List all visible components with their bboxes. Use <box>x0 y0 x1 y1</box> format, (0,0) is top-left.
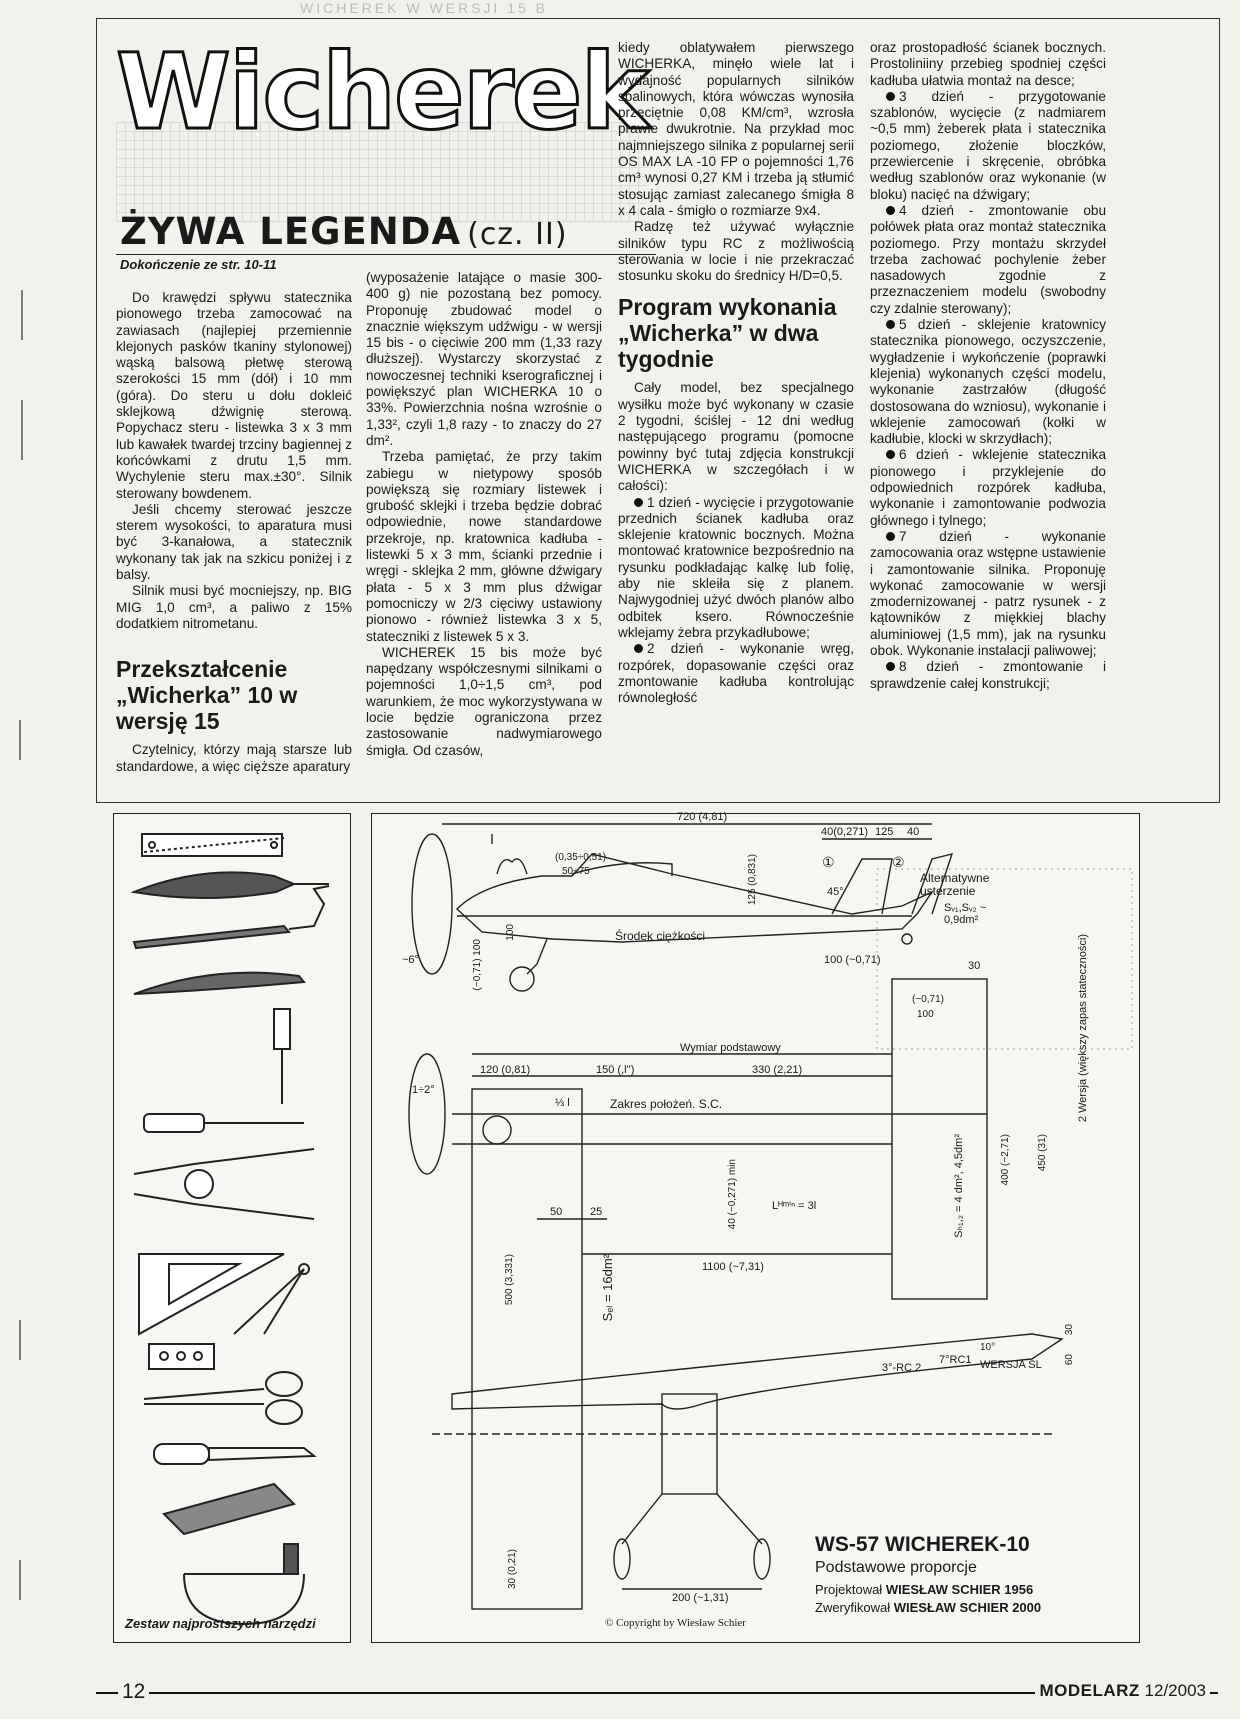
dim-label: 125 (0,831) <box>747 854 758 906</box>
verifier-label: Zweryfikował <box>815 1600 891 1615</box>
file-icon <box>134 973 304 994</box>
knife-icon <box>154 1444 314 1464</box>
col3-bullet-item <box>618 495 854 642</box>
dim-label: (0,35÷0,51) <box>555 852 607 863</box>
dim-label: 60 <box>1064 1354 1075 1366</box>
tools-illustration <box>113 813 351 1643</box>
dim-label: 1100 (~7,31) <box>702 1261 764 1273</box>
dim-label: 25 <box>590 1206 603 1218</box>
designer-name: WIESŁAW SCHIER 1956 <box>885 1582 1034 1597</box>
continuation-note: Dokończenie ze str. 10-11 <box>120 257 277 272</box>
dim-label: 500 (3,331) <box>504 1254 515 1306</box>
col1-paragraph: Silnik musi być mocniejszy, np. BIG MIG 1,0 cm³, a paliwo z 15% dodatkiem nitrometanu. <box>116 583 352 631</box>
col2-paragraph: (wyposażenie latające o masie 300-400 g) nie pozostaną bez pomocy. Proponuję zbudować model o znacznie większym udźwigu - w wersji 15 bis - o cięciwie 200 mm (1,33 razy dłuższej). Wystarczy skorzystać z nowoczesnej techniki kserograficznej i powiększyć plan WICHERKA 10 o 33%. Powierzchnia nośna wzrośnie o 1,33², czyli 1,8 razy - to znaczy do 27 dm². <box>366 270 602 448</box>
col3-heading: Program wykonania „Wicherka” w dwa tygodnie <box>618 294 837 373</box>
col4-paragraph: oraz prostopadłość ścianek bocznych. Prostoliniiny przebieg spodniej części kadłuba ułatwia montaż na desce; <box>870 40 1106 88</box>
bullet-icon <box>886 450 895 459</box>
binding-marks <box>0 0 30 1719</box>
tail-area-label: Sₕ₁,₂ = 4 dm², 4,5dm² <box>953 1134 965 1238</box>
column-4 <box>870 40 1106 692</box>
col2-paragraph: Trzeba pamiętać, że przy takim zabiegu w nietypowy sposób powiększą się rozmiary listewek i grubość sklejki i trzeba będzie dobrać odpowiednie, nowe standardowe przekroje, np. kratownica kadłuba - listewki 5 x 3 mm, ścianki przednie i wręgi - sklejka 2 mm, główne dźwigary płata - 5 x 3 mm plus dźwigar pomocniczy w 2/3 cięciwy ustawiony pionowo - również listewka 3 x 5, stateczniki z listewek 5 x 3. <box>366 449 602 644</box>
side-view-fuselage <box>412 834 932 991</box>
cg-label: Środek ciężkości <box>615 929 706 943</box>
title-rule <box>116 254 656 255</box>
bullet-icon <box>886 92 895 101</box>
col4-bullet-item <box>870 317 1106 447</box>
designer-row <box>815 1581 1125 1599</box>
dim-label: (~0,71) 100 <box>472 939 483 991</box>
dim-label: 100 <box>917 1009 934 1020</box>
dim-overall: 720 (4,81) <box>677 811 728 823</box>
dim-label: ~6° <box>402 954 419 966</box>
version2-label: 2 Wersja (większy zapas stateczności) <box>1077 934 1089 1123</box>
col3-bullet-text: 2 dzień - wykonanie wręg, rozpórek, dopasowanie części oraz zmontowanie kadłuba kontrolując równoległość <box>618 641 854 706</box>
dim-label: 3°-RC 2 <box>882 1362 922 1374</box>
dim-label: 120 (0,81) <box>480 1064 531 1076</box>
dim-label: 50 <box>550 1206 563 1218</box>
col4-bullet-item <box>870 529 1106 659</box>
dim-label: 40 <box>907 826 920 838</box>
coping-saw-icon <box>184 1544 304 1624</box>
dim-label: 400 (~2,71) <box>1000 1134 1011 1186</box>
screwdriver-icon <box>144 1114 304 1132</box>
dim-label: 450 (31) <box>1037 1134 1048 1172</box>
dim-label: 45° <box>827 886 844 898</box>
article-title: Wicherek <box>116 31 648 153</box>
cg-range-label: Zakres położeń. S.C. <box>610 1097 723 1111</box>
dim-label: (~0,71) <box>912 994 944 1005</box>
magazine-issue: 12/2003 <box>1144 1681 1206 1700</box>
col3-bullet-item <box>618 641 854 706</box>
dim-label: Wymiar podstawowy <box>680 1042 781 1054</box>
bullet-icon <box>634 644 643 653</box>
col1-paragraph: Do krawędzi spływu statecznika pionowego trzeba zamocować na zawiasach (najlepiej przemiennie klejonych pasków tkaniny stylonowej) wąską balsową płetwę sterową szerokości 15 mm (dół) i 10 mm (góra). Do steru u dołu dokleić sklejkową dźwignię sterową. Popychacz steru - listewka 3 x 3 mm lub kawałek twardej trzciny bagiennej z końcówkami z drutu 1,5 mm. Wychylenie steru max.±30°. Silnik sterowany bowdenem. <box>116 290 352 501</box>
magazine-footer <box>1035 1681 1210 1701</box>
top-view-tail <box>892 979 987 1299</box>
dim-label: 30 <box>968 960 981 972</box>
marker-two-icon: ② <box>892 854 905 870</box>
dim-label: 10° <box>980 1342 996 1353</box>
hammer-icon <box>274 1009 290 1104</box>
subtitle-text: ŻYWA LEGENDA <box>120 210 462 253</box>
col4-bullet-text: 4 dzień - zmontowanie obu połówek płata oraz montaż statecznika poziomego. Przy montażu skrzydeł trzeba zachować pochylenie żeber nasadowych zgodnie z przeznaczeniem modelu (swobodny czy zdalnie sterowany); <box>870 202 1106 316</box>
column-1 <box>116 290 352 775</box>
bullet-icon <box>886 206 895 215</box>
bullet-icon <box>886 532 895 541</box>
subtitle-part: (cz. II) <box>467 217 568 252</box>
tools-caption: Zestaw najprostszych narzędzi <box>125 1616 316 1631</box>
saw-blade-icon <box>142 834 284 856</box>
dim-label: 100 <box>505 924 516 941</box>
col3-paragraph: kiedy oblatywałem pierwszego WICHERKA, minęło wiele lat i wydajność popularnych silników spalinowych, która wówczas wynosiła przeciętnie 0,08 KM/cm³, wzrosła prawie dwukrotnie. Na przykład moc najmniejszego silnika z popularnej serii OS MAX LA -10 FP o pojemności 1,76 cm³ wynosi 0,27 KM i trzeba ją stłumić stosując zamiast zalecanego śmigła 8 x 4 cala - śmigło o rozmiarze 9x4. <box>618 40 854 218</box>
dim-label: 40(0,271) <box>821 826 869 838</box>
rasp-icon <box>134 872 329 898</box>
col1-paragraph: Jeśli chcemy sterować jeszcze sterem wysokości, to aparatura musi być 3-kanałowa, a statecznik wykonany tak jak na szkicu poniżej i z balsy. <box>116 501 352 583</box>
col4-bullet-item <box>870 203 1106 317</box>
dim-label: 100 (~0,71) <box>824 954 881 966</box>
column-2 <box>366 270 602 759</box>
dim-label: 30 <box>1064 1324 1075 1336</box>
dim-label: 30 (0,21) <box>507 1549 518 1590</box>
col4-bullet-text: 6 dzień - wklejenie statecznika pionowego i przyklejenie do odpowiednich rozpórek kadłuba, wykonanie i zamontowanie podwozia głównego i tylnego; <box>870 447 1106 528</box>
plan-title-block <box>815 1533 1125 1617</box>
dim-label: 7°RC1 <box>939 1354 972 1366</box>
plan-subtitle: Podstawowe proporcje <box>815 1559 977 1576</box>
copyright-note: © Copyright by Wiesław Schier <box>605 1617 746 1629</box>
sanding-block-icon <box>164 1484 294 1534</box>
tools-drawing-icon <box>114 814 350 1642</box>
marker-one-icon: ① <box>822 854 835 870</box>
col1-heading: Przekształcenie „Wicherka” 10 w wersję 15 <box>116 656 298 735</box>
col3-paragraph: Cały model, bez specjalnego wysiłku może być wykonany w czasie 2 tygodni, ściślej - 12 dni według następującego programu (pomocne powinny być tutaj zdjęcia konstrukcji WICHERKA w szczegółach i w całości): <box>618 380 854 494</box>
title-block <box>116 31 676 270</box>
model-name: WS-57 WICHEREK-10 <box>815 1533 1030 1556</box>
scissors-icon <box>144 1372 302 1424</box>
dim-label: 330 (2,21) <box>752 1064 803 1076</box>
col4-bullet-text: 8 dzień - zmontowanie i sprawdzenie całej konstrukcji; <box>870 659 1106 691</box>
dim-label: 1÷2° <box>412 1084 435 1096</box>
col1-paragraph: Czytelnicy, którzy mają starsze lub standardowe, a więc cięższe aparatury <box>116 742 352 774</box>
col4-bullet-text: 5 dzień - sklejenie kratownicy statecznika pionowego, oczyszczenie, wygładzenie i wykończenie (poprawki klejenia) wykonanych części modelu, wykonanie zastrzałów (długość dostosowana do wzniosu), wykonanie i wklejenie zamocowań (kołki w kadłubie, klocki w skrzydłach); <box>870 317 1106 447</box>
magazine-name: MODELARZ <box>1039 1681 1140 1700</box>
dim-label: 200 (~1,31) <box>672 1592 729 1604</box>
bullet-icon <box>886 320 895 329</box>
col4-bullet-item <box>870 89 1106 203</box>
bullet-icon <box>634 498 643 507</box>
top-view-wing <box>409 1054 892 1609</box>
verifier-name: WIESŁAW SCHIER 2000 <box>893 1600 1042 1615</box>
page-number: 12 <box>118 1680 149 1704</box>
header-ghost-text: WICHEREK W WERSJI 15 B <box>300 0 549 14</box>
razor-blade-icon <box>149 1344 214 1369</box>
col4-bullet-item <box>870 447 1106 528</box>
dim-label: 150 (,l'') <box>596 1064 635 1076</box>
dim-label: Lᴴᵐⁱⁿ = 3l <box>772 1200 817 1212</box>
sl-version-label: WERSJA SL <box>980 1359 1042 1371</box>
dim-label: Sᵥ₁,Sᵥ₂ ~ 0,9dm² <box>944 902 987 926</box>
set-square-icon <box>139 1254 284 1334</box>
col3-bullet-text: 1 dzień - wycięcie i przygotowanie przednich ścianek kadłuba oraz sklejenie kratownic bocznych. Można montować kratownice bezpośrednio na rysunku podkładając kalkę lub folię, aby nie skleiła się z planem. Najwygodniej użyć dwóch planów albo odbitek ksero. Równocześnie wklejamy żebra przykadłubowe; <box>618 494 854 640</box>
wing-area-label: Sₑₗ = 16dm² <box>600 1254 615 1322</box>
designer-label: Projektował <box>815 1582 883 1597</box>
alt-tail-label: Alternatywne usterzenie <box>920 871 990 898</box>
bullet-icon <box>886 662 895 671</box>
dim-label: ⅓ l <box>555 1097 570 1109</box>
plan-drawing <box>372 814 1139 1642</box>
dim-label: 125 <box>875 826 894 838</box>
col4-bullet-item <box>870 659 1106 692</box>
col3-paragraph: Radzę też używać wyłącznie silników typu RC z możliwością sterowania w locie i nie przekraczać stosunku skoku do średnicy H/D=0,5. <box>618 219 854 284</box>
technical-plan <box>371 813 1140 1643</box>
col4-bullet-text: 7 dzień - wykonanie zamocowania oraz wstępne ustawienie i zamontowanie silnika. Proponuję wykonać zamocowanie w wersji zmodernizowanej - patrz rysunek - z kątowników z miękkiej blachy aluminiowej (1,5 mm), jak na rysunku obok. Wykonanie instalacji paliwowej; <box>870 528 1106 658</box>
col4-bullet-text: 3 dzień - przygotowanie szablonów, wycięcie (z nadmiarem ~0,5 mm) żeberek płata i statecznika poziomego, złożenie bloczków, przewiercenie i skręcenie, obróbka według szablonów oraz wykonanie (w bloku) nacięć na dźwigary; <box>870 88 1106 202</box>
pliers-icon <box>134 1149 314 1219</box>
dim-label: 50÷75 <box>562 866 590 877</box>
dim-label: 40 (~0,271) min <box>727 1159 738 1230</box>
verifier-row <box>815 1599 1125 1617</box>
col2-paragraph: WICHEREK 15 bis może być napędzany współczesnymi silnikami o pojemności 1,0÷1,5 cm³, pod warunkiem, że moc wykorzystywana w locie będzie ograniczona przez zastosowanie nadwymiarowego śmigła. Od czasów, <box>366 644 602 758</box>
article-subtitle <box>120 210 568 253</box>
column-3 <box>618 40 854 706</box>
